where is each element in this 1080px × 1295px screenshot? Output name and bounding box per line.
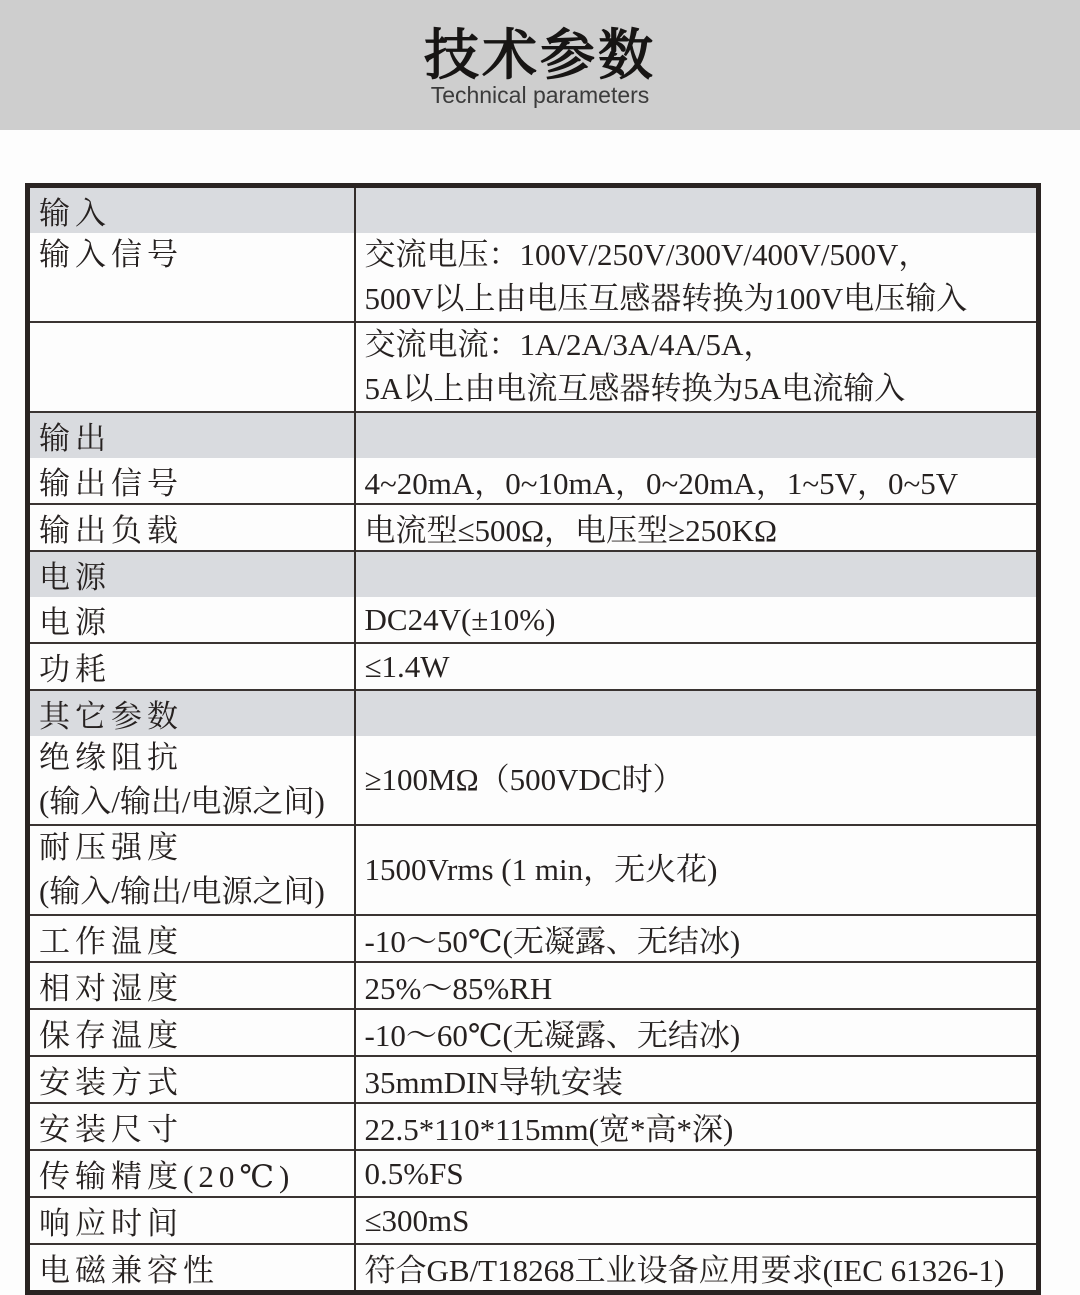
- page-title: 技术参数: [423, 24, 656, 86]
- param-label-cell: [28, 1150, 355, 1197]
- param-value-cell: [355, 322, 1039, 412]
- section-value-cell: [355, 690, 1039, 736]
- param-label-cell: [28, 736, 355, 825]
- param-label: 响应时间: [39, 1206, 183, 1241]
- param-label: 绝缘阻抗: [39, 740, 183, 775]
- param-value-cell: [355, 504, 1039, 551]
- param-label: 安装方式: [39, 1065, 183, 1100]
- table-row-output-signal: [28, 458, 1039, 504]
- param-value-cell: [355, 1103, 1039, 1150]
- param-label: 电磁兼容性: [39, 1253, 219, 1288]
- param-value: 25%～85%RH: [364, 971, 553, 1006]
- page-subtitle: Technical parameters: [430, 82, 650, 108]
- param-label: 传输精度(20℃): [39, 1159, 295, 1194]
- param-value: 0.5%FS: [364, 1155, 464, 1191]
- param-label-cell: [28, 915, 355, 962]
- table-row-output-load: [28, 504, 1039, 551]
- param-label-cell: [28, 1197, 355, 1244]
- table-row-insulation-resistance: [28, 736, 1039, 825]
- section-label-cell: [28, 690, 355, 736]
- table-row-mounting-dimensions: [28, 1103, 1039, 1150]
- param-value-cell: [355, 233, 1039, 322]
- param-value: 交流电压：100V/250V/300V/400V/500V，: [364, 237, 930, 272]
- param-label: 电源: [39, 605, 111, 640]
- header-band: [0, 0, 1080, 130]
- param-value-cell: [355, 962, 1039, 1009]
- param-value: 35mmDIN导轨安装: [364, 1065, 623, 1100]
- param-label-cell: [28, 504, 355, 551]
- param-value: 电流型≤500Ω，电压型≥250KΩ: [364, 513, 777, 548]
- param-label-cell: [28, 825, 355, 915]
- param-value: ≤1.4W: [364, 648, 450, 684]
- section-row-other-params: [28, 690, 1039, 736]
- section-value-cell: [355, 551, 1039, 597]
- param-label-cell: [28, 1103, 355, 1150]
- section-value-cell: [355, 186, 1039, 234]
- param-value-cell: [355, 1244, 1039, 1293]
- param-label-cell: [28, 643, 355, 690]
- param-value: 22.5*110*115mm(宽*高*深): [364, 1112, 734, 1147]
- section-label: 输出: [39, 421, 111, 456]
- section-label: 其它参数: [39, 699, 183, 734]
- param-label-cell: [28, 233, 355, 322]
- section-row-output: [28, 412, 1039, 458]
- section-label-cell: [28, 551, 355, 597]
- param-label: 耐压强度: [39, 830, 183, 865]
- param-value-cell: [355, 915, 1039, 962]
- param-label: 功耗: [39, 652, 111, 687]
- param-label-cell: [28, 1244, 355, 1293]
- param-value: 符合GB/T18268工业设备应用要求(IEC 61326-1): [364, 1253, 1005, 1288]
- table-row-operating-temperature: [28, 915, 1039, 962]
- param-label-cell: [28, 597, 355, 643]
- param-value: 4~20mA，0~10mA，0~20mA，1~5V，0~5V: [364, 466, 959, 501]
- table-row-power-consumption: [28, 643, 1039, 690]
- param-value-cell: [355, 1056, 1039, 1103]
- param-value-cell: [355, 825, 1039, 915]
- param-value: 交流电流：1A/2A/3A/4A/5A，: [364, 327, 775, 362]
- param-label: 相对湿度: [39, 971, 183, 1006]
- section-label: 输入: [39, 196, 111, 231]
- param-value: -10～50℃(无凝露、无结冰): [364, 924, 741, 959]
- table-row-withstand-voltage: [28, 825, 1039, 915]
- param-value-cell: [355, 643, 1039, 690]
- table-row-transmission-accuracy: [28, 1150, 1039, 1197]
- param-label-cell: [28, 1056, 355, 1103]
- section-value-cell: [355, 412, 1039, 458]
- param-value-cell: [355, 1197, 1039, 1244]
- param-label-cell: [28, 962, 355, 1009]
- param-label-cell: [28, 322, 355, 412]
- param-label: 输出负载: [39, 513, 183, 548]
- table-row-mounting-method: [28, 1056, 1039, 1103]
- section-label-cell: [28, 186, 355, 234]
- param-value: ≥100MΩ（500VDC时）: [364, 762, 684, 797]
- param-value-line2: 500V以上由电压互感器转换为100V电压输入: [364, 281, 968, 316]
- param-label: 工作温度: [39, 924, 183, 959]
- param-value-cell: [355, 736, 1039, 825]
- param-value: DC24V(±10%): [364, 601, 556, 637]
- param-value-cell: [355, 1150, 1039, 1197]
- table-row-storage-temperature: [28, 1009, 1039, 1056]
- spec-table: [25, 183, 1041, 1295]
- param-value: -10～60℃(无凝露、无结冰): [364, 1018, 741, 1053]
- param-value-line2: 5A以上由电流互感器转换为5A电流输入: [364, 371, 906, 406]
- param-sublabel: (输入/输出/电源之间): [39, 784, 325, 819]
- param-label: 输入信号: [39, 237, 183, 272]
- param-label: 安装尺寸: [39, 1112, 183, 1147]
- section-row-power: [28, 551, 1039, 597]
- section-label-cell: [28, 412, 355, 458]
- param-value-cell: [355, 458, 1039, 504]
- param-value: ≤300mS: [364, 1202, 470, 1238]
- param-value-cell: [355, 597, 1039, 643]
- param-label-cell: [28, 458, 355, 504]
- param-value-cell: [355, 1009, 1039, 1056]
- table-row-input-signal-voltage: [28, 233, 1039, 322]
- table-row-relative-humidity: [28, 962, 1039, 1009]
- param-label-cell: [28, 1009, 355, 1056]
- section-label: 电源: [39, 560, 111, 595]
- section-row-input: [28, 186, 1039, 234]
- table-row-input-signal-current: [28, 322, 1039, 412]
- param-label: 保存温度: [39, 1018, 183, 1053]
- table-row-emc: [28, 1244, 1039, 1293]
- table-row-response-time: [28, 1197, 1039, 1244]
- table-row-power-supply: [28, 597, 1039, 643]
- param-label: 输出信号: [39, 466, 183, 501]
- param-sublabel: (输入/输出/电源之间): [39, 874, 325, 909]
- param-value: 1500Vrms (1 min，无火花): [364, 852, 718, 887]
